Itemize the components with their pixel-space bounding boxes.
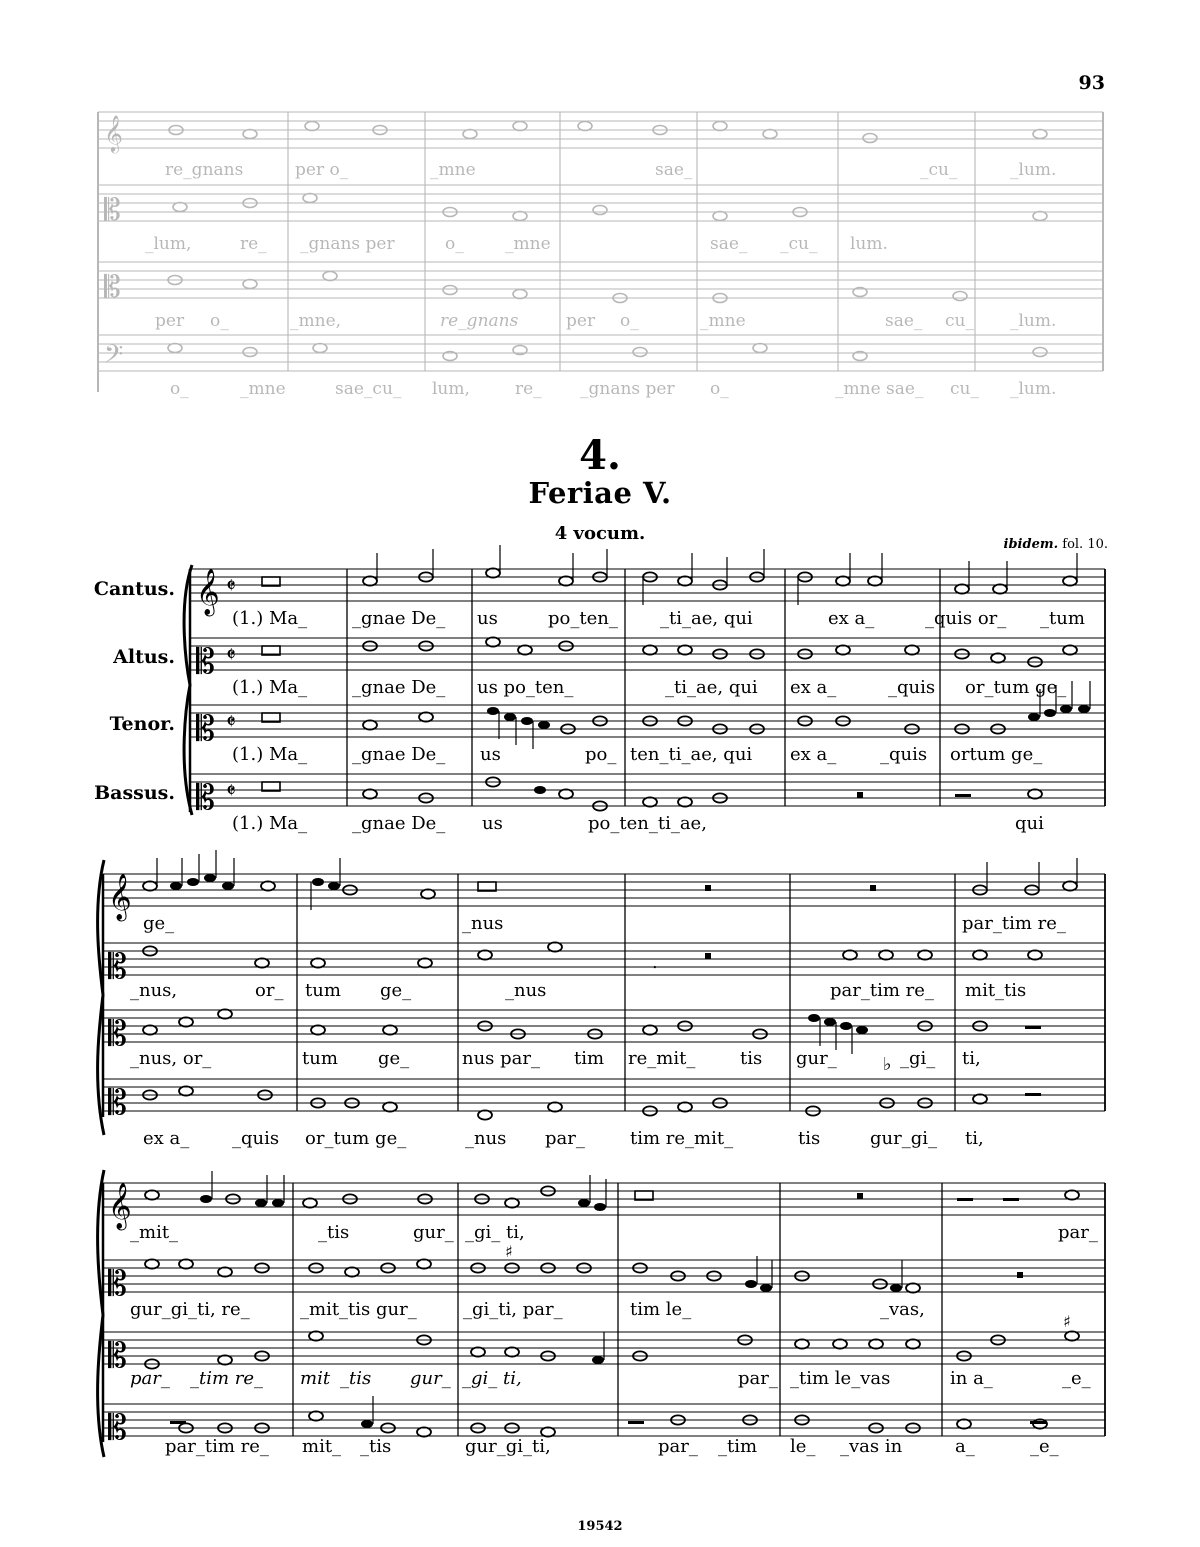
lyric-bassus: (1.) Ma_ <box>232 813 308 834</box>
prev-lyric: o_ <box>710 379 729 399</box>
lyric-altus: _gi_ti, par_ <box>463 1299 563 1320</box>
plate-number: 19542 <box>577 1519 623 1534</box>
source-ref-rest: fol. 10. <box>1058 537 1108 552</box>
prev-lyric: lum. <box>850 234 888 254</box>
voice-label-altus: Altus. <box>113 646 175 668</box>
voice-label-tenor: Tenor. <box>109 713 175 735</box>
prev-lyric: _lum. <box>1010 160 1057 180</box>
lyric-altus: ge_ <box>380 980 412 1001</box>
svg-text:𝄞: 𝄞 <box>104 114 123 152</box>
lyric-cantus: _gi_ ti, <box>465 1222 525 1243</box>
svg-text:𝄵: 𝄵 <box>226 574 236 599</box>
lyric-bassus: ex a_ <box>143 1128 190 1149</box>
lyric-tenor: po_ <box>585 744 617 765</box>
lyric-cantus: _mit_ <box>130 1222 179 1243</box>
svg-text:𝄞: 𝄞 <box>108 874 132 920</box>
svg-text:♭: ♭ <box>883 1054 892 1075</box>
lyric-bassus: tis <box>798 1128 821 1149</box>
lyric-bassus: qui <box>1015 813 1044 834</box>
prev-lyric: o_ <box>170 379 189 399</box>
lyric-cantus: ex a_ <box>828 608 875 629</box>
lyric-bassus: or_tum ge_ <box>305 1128 407 1149</box>
lyric-tenor: ex a_ <box>790 744 837 765</box>
prev-lyric: _cu_ <box>920 160 958 180</box>
lyric-altus: _gnae De_ <box>352 677 446 698</box>
prev-lyric: _mne <box>505 234 551 254</box>
lyric-altus: mit_tis <box>965 980 1027 1001</box>
prev-lyric: cu_ <box>945 311 974 331</box>
lyric-cantus: _tum <box>1040 608 1085 629</box>
lyric-cantus: ge_ <box>143 913 175 934</box>
lyric-bassus: par_ <box>658 1436 698 1457</box>
svg-text:𝄡: 𝄡 <box>104 193 121 228</box>
lyric-bassus: _vas in <box>840 1436 903 1457</box>
lyric-tenor: (1.) Ma_ <box>232 744 308 765</box>
prev-lyric: sae_ <box>710 234 748 254</box>
prev-lyric: sae_cu_ <box>335 379 402 399</box>
prev-lyric: re_ <box>240 234 267 254</box>
prev-lyric: per <box>566 311 596 331</box>
lyric-tenor: par_ <box>130 1368 170 1389</box>
lyric-bassus: _tim <box>718 1436 758 1457</box>
lyric-altus: _mit_tis gur_ <box>300 1299 417 1320</box>
prev-lyric: _lum. <box>1010 311 1057 331</box>
lyric-altus: or_ <box>255 980 284 1001</box>
lyric-altus: _nus, <box>130 980 178 1001</box>
prev-lyric: _gnans per <box>580 379 675 399</box>
svg-text:♯: ♯ <box>1063 1312 1071 1331</box>
prev-lyric: _mne sae_ <box>835 379 924 399</box>
lyric-altus: gur_gi_ti, re_ <box>130 1299 250 1320</box>
lyric-tenor: tis <box>740 1048 763 1069</box>
lyric-tenor: _gnae De_ <box>352 744 446 765</box>
svg-text:♯: ♯ <box>505 1242 513 1261</box>
prev-lyric: _lum, <box>145 234 192 254</box>
prev-lyric: _gnans per <box>300 234 395 254</box>
lyric-altus: tim le_ <box>630 1299 692 1320</box>
piece-title: Feriae V. <box>528 476 672 510</box>
lyric-cantus: par_tim re_ <box>962 913 1066 934</box>
lyric-cantus: _ti_ae, qui <box>660 608 753 629</box>
svg-text:𝄵: 𝄵 <box>226 779 236 804</box>
prev-lyric: o_ <box>445 234 464 254</box>
lyric-tenor: tum <box>302 1048 338 1069</box>
lyric-cantus: _tis <box>318 1222 350 1243</box>
lyric-altus: us po_ten_ <box>477 677 574 698</box>
lyric-cantus: (1.) Ma_ <box>232 608 308 629</box>
source-ref-italic: ibidem. <box>1003 537 1059 552</box>
prev-lyric: o_ <box>620 311 639 331</box>
lyric-tenor: par_ <box>738 1368 778 1389</box>
lyric-tenor: _quis <box>880 744 928 765</box>
svg-text:𝄞: 𝄞 <box>108 1183 132 1229</box>
prev-lyric: per <box>155 311 185 331</box>
lyric-tenor: tim <box>574 1048 605 1069</box>
score-system-3 <box>0 1165 1200 1475</box>
lyric-tenor: _gi_ <box>900 1048 936 1069</box>
lyric-tenor: ge_ <box>378 1048 410 1069</box>
prev-lyric: re_gnans <box>165 160 244 180</box>
prev-lyric: sae_ <box>655 160 693 180</box>
lyric-bassus: mit_ <box>302 1436 342 1457</box>
lyric-cantus: _quis or_ <box>925 608 1007 629</box>
prev-lyric: sae_ <box>885 311 923 331</box>
lyric-altus: _nus <box>505 980 547 1001</box>
lyric-tenor: mit <box>300 1368 331 1389</box>
lyric-bassus: par_ <box>545 1128 585 1149</box>
prev-lyric: _mne <box>430 160 476 180</box>
svg-text:.: . <box>652 952 658 973</box>
previous-piece-staves <box>0 0 1200 410</box>
svg-text:𝄵: 𝄵 <box>226 643 236 668</box>
lyric-bassus: par_tim re_ <box>165 1436 269 1457</box>
lyric-bassus: tim re_mit_ <box>630 1128 734 1149</box>
lyric-altus: ex a_ <box>790 677 837 698</box>
lyric-tenor: ten_ti_ae, qui <box>630 744 753 765</box>
svg-text:𝄡: 𝄡 <box>108 1408 127 1448</box>
svg-text:𝄵: 𝄵 <box>226 710 236 735</box>
svg-text:𝄢: 𝄢 <box>104 340 124 375</box>
prev-lyric: re_ <box>515 379 542 399</box>
lyric-altus: (1.) Ma_ <box>232 677 308 698</box>
prev-lyric: per o_ <box>295 160 349 180</box>
lyric-altus: par_tim re_ <box>830 980 934 1001</box>
lyric-tenor: _tim re_ <box>190 1368 264 1389</box>
lyric-bassus: gur_gi_ <box>870 1128 937 1149</box>
prev-lyric: lum, <box>432 379 470 399</box>
lyric-tenor: _nus, or_ <box>130 1048 212 1069</box>
prev-lyric: o_ <box>210 311 229 331</box>
lyric-tenor: gur_ <box>796 1048 837 1069</box>
svg-text:𝄡: 𝄡 <box>104 270 121 305</box>
prev-lyric: _mne, <box>290 311 342 331</box>
lyric-altus: or_tum ge_ <box>965 677 1067 698</box>
prev-lyric: _mne <box>240 379 286 399</box>
svg-text:𝄞: 𝄞 <box>196 569 220 615</box>
lyric-cantus: gur_ <box>413 1222 454 1243</box>
svg-text:𝄡: 𝄡 <box>108 1336 127 1376</box>
voices-note: 4 vocum. <box>554 523 646 544</box>
lyric-bassus: le_ <box>790 1436 816 1457</box>
svg-text:𝄡: 𝄡 <box>196 778 215 818</box>
lyric-cantus: _nus <box>462 913 504 934</box>
lyric-tenor: ortum ge_ <box>950 744 1043 765</box>
lyric-bassus: us <box>482 813 503 834</box>
lyric-cantus: us <box>477 608 498 629</box>
svg-text:𝄡: 𝄡 <box>108 1083 127 1123</box>
page-number: 93 <box>1078 72 1105 94</box>
lyric-altus: _ti_ae, qui <box>665 677 758 698</box>
lyric-tenor: _e_ <box>1062 1368 1091 1389</box>
lyric-tenor: _tis <box>340 1368 372 1389</box>
prev-lyric: re_gnans <box>440 311 519 331</box>
lyric-cantus: po_ten_ <box>548 608 618 629</box>
lyric-tenor: _gi_ ti, <box>462 1368 522 1389</box>
prev-lyric: _lum. <box>1010 379 1057 399</box>
voice-label-bassus: Bassus. <box>94 782 175 804</box>
lyric-bassus: _nus <box>465 1128 507 1149</box>
lyric-altus: tum <box>305 980 341 1001</box>
lyric-bassus: a_ <box>955 1436 975 1457</box>
lyric-bassus: ti, <box>965 1128 984 1149</box>
lyric-tenor: in a_ <box>950 1368 993 1389</box>
lyric-bassus: _quis <box>232 1128 280 1149</box>
lyric-cantus: _gnae De_ <box>352 608 446 629</box>
svg-text:𝄡: 𝄡 <box>196 709 215 749</box>
lyric-tenor: nus par_ <box>462 1048 541 1069</box>
lyric-tenor: _tim le_vas <box>790 1368 891 1389</box>
lyric-cantus: par_ <box>1058 1222 1098 1243</box>
piece-number: 4. <box>579 432 621 479</box>
lyric-tenor: ti, <box>962 1048 981 1069</box>
lyric-bassus: _gnae De_ <box>352 813 446 834</box>
lyric-altus: _vas, <box>880 1299 925 1320</box>
lyric-bassus: po_ten_ti_ae, <box>588 813 707 834</box>
prev-lyric: _cu_ <box>780 234 818 254</box>
lyric-bassus: _e_ <box>1030 1436 1059 1457</box>
svg-text:𝄡: 𝄡 <box>108 1014 127 1054</box>
lyric-tenor: gur_ <box>410 1368 451 1389</box>
svg-text:𝄡: 𝄡 <box>196 642 215 682</box>
lyric-bassus: _tis <box>360 1436 392 1457</box>
voice-label-cantus: Cantus. <box>93 578 175 600</box>
prev-lyric: cu_ <box>950 379 979 399</box>
lyric-altus: _quis <box>888 677 936 698</box>
svg-text:𝄡: 𝄡 <box>108 1264 127 1304</box>
previous-piece-ending <box>0 0 1200 410</box>
lyric-tenor: re_mit_ <box>628 1048 696 1069</box>
svg-text:𝄡: 𝄡 <box>108 947 127 987</box>
lyric-tenor: us <box>480 744 501 765</box>
prev-lyric: _mne <box>700 311 746 331</box>
lyric-bassus: gur_gi_ti, <box>465 1436 551 1457</box>
